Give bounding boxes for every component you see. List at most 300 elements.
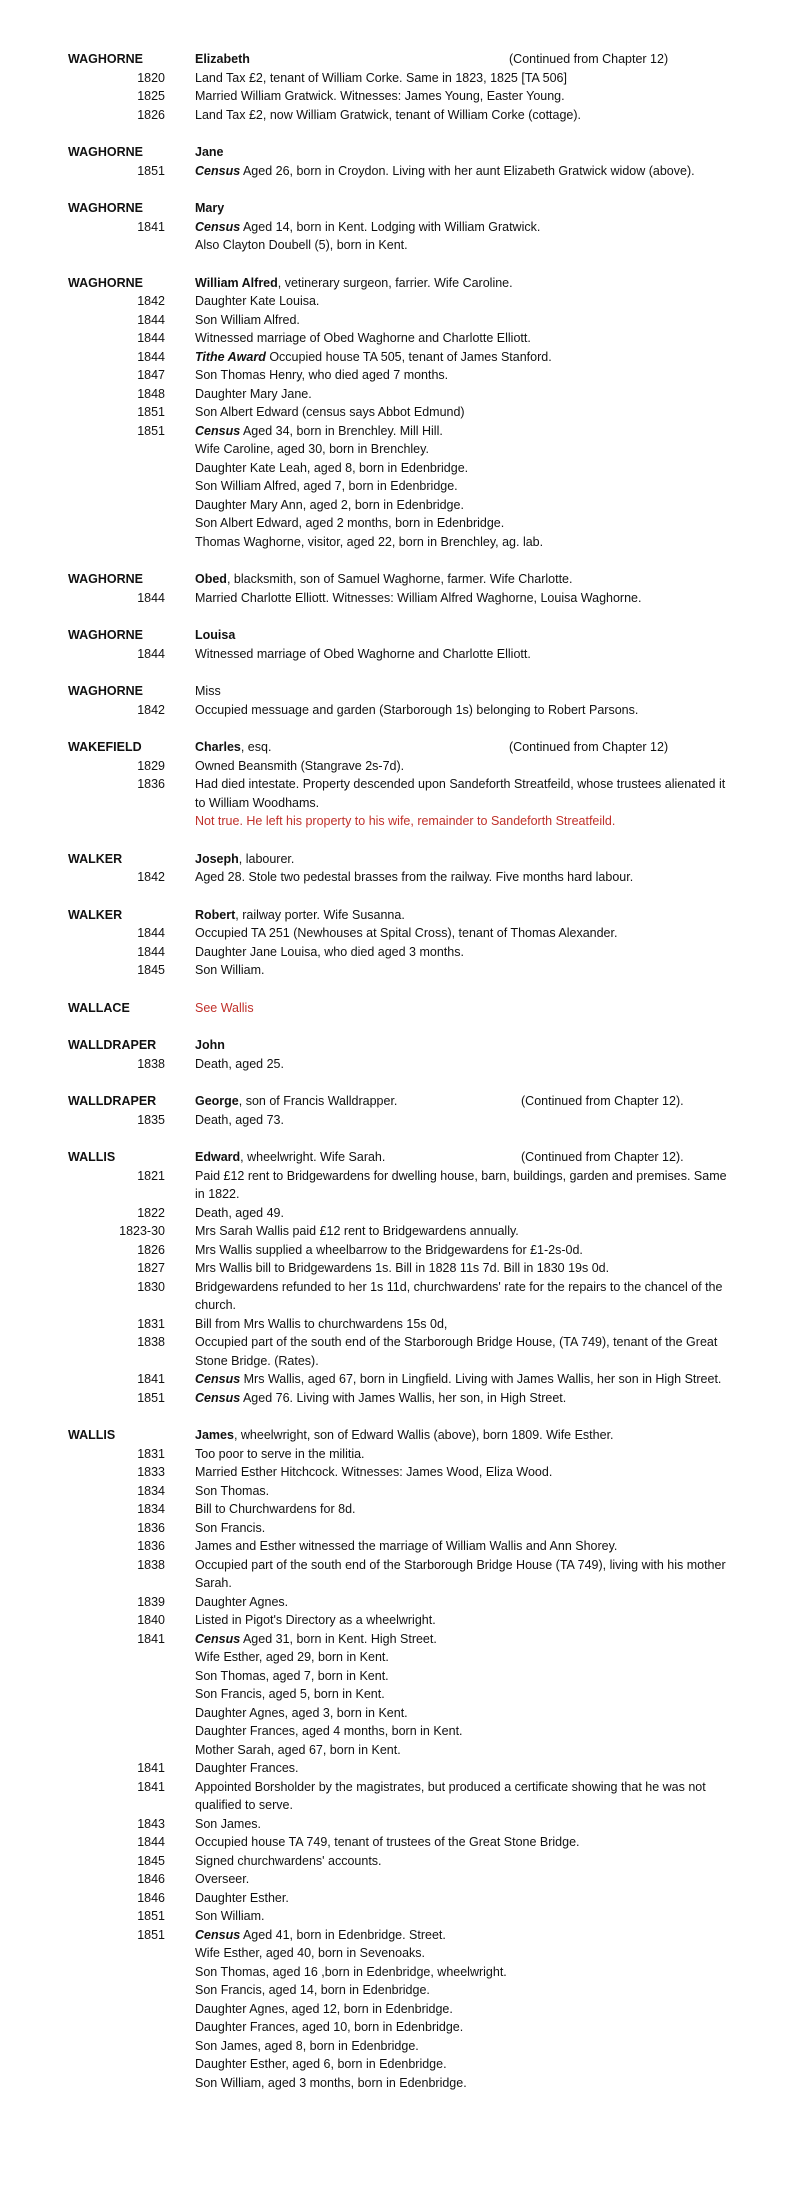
given-name: John: [195, 1038, 225, 1052]
record-text: [195, 1907, 735, 1926]
record-text: [195, 2037, 735, 2056]
person-name: [195, 1148, 385, 1167]
record-text: [195, 1648, 735, 1667]
record-text: [195, 329, 735, 348]
record-year: 1827: [137, 1261, 165, 1275]
record-detail: Occupied house TA 749, tenant of trustees of the Great Stone Bridge.: [195, 1835, 580, 1849]
given-name: Jane: [195, 145, 224, 159]
record-detail: Death, aged 25.: [195, 1056, 284, 1071]
record-year: 1831: [137, 1446, 165, 1461]
record-year: 1831: [137, 1316, 165, 1331]
record-detail: Daughter Mary Ann, aged 2, born in Edenbridge.: [195, 497, 464, 512]
given-name: Joseph: [195, 851, 239, 866]
entry-heading: [0, 626, 800, 645]
record-row: [0, 533, 800, 552]
record-text: [195, 701, 735, 720]
entry-heading: [0, 906, 800, 925]
person-entry: [0, 1092, 800, 1129]
record-row: [0, 1981, 800, 2000]
record-detail: Daughter Agnes, aged 12, born in Edenbridge.: [195, 2001, 453, 2016]
surname: WALKER: [68, 851, 123, 866]
record-year: 1842: [137, 294, 165, 308]
entry-heading: [0, 850, 800, 869]
record-row: [0, 1537, 800, 1556]
record-row: [0, 1704, 800, 1723]
record-detail: Son William.: [195, 963, 265, 977]
record-year: 1820: [137, 70, 165, 85]
record-text: [195, 961, 735, 980]
record-row: [0, 69, 800, 88]
record-detail: Mother Sarah, aged 67, born in Kent.: [195, 1742, 401, 1757]
record-row: [0, 961, 800, 980]
record-year: 1844: [137, 312, 165, 327]
record-row: [0, 1833, 800, 1852]
record-row: [0, 1926, 800, 1945]
record-text: [195, 292, 735, 311]
record-detail: Son William Alfred.: [195, 312, 300, 327]
person-description: , son of Francis Walldrapper.: [238, 1094, 398, 1108]
entry-heading: [0, 1148, 800, 1167]
record-text: [195, 1204, 735, 1223]
record-row: [0, 1759, 800, 1778]
record-detail: Daughter Kate Louisa.: [195, 294, 320, 308]
record-year: 1841: [137, 1372, 165, 1386]
record-row: [0, 1685, 800, 1704]
person-name: [195, 199, 224, 218]
record-text: [195, 1593, 735, 1612]
record-detail: Son Thomas Henry, who died aged 7 months.: [195, 368, 449, 382]
record-year: 1844: [137, 331, 165, 345]
record-detail: Mrs Sarah Wallis paid £12 rent to Bridgewardens annually.: [195, 1224, 519, 1238]
record-year: 1822: [137, 1205, 165, 1220]
record-text: [195, 1500, 735, 1519]
record-row: [0, 1944, 800, 1963]
record-row: [0, 1907, 800, 1926]
record-detail: Paid £12 rent to Bridgewardens for dwelling house, barn, buildings, garden and premises. Same in 1822.: [195, 1168, 727, 1201]
record-detail: Married Esther Hitchcock. Witnesses: James Wood, Eliza Wood.: [195, 1465, 553, 1479]
record-detail: Land Tax £2, tenant of William Corke. Same in 1823, 1825 [TA 506]: [195, 70, 567, 85]
person-name: [195, 143, 224, 162]
record-year: 1836: [137, 777, 165, 791]
person-entry: [0, 1036, 800, 1073]
record-detail: Signed churchwardens' accounts.: [195, 1853, 382, 1868]
record-text: [195, 924, 735, 943]
record-row: [0, 1963, 800, 1982]
record-text: [195, 236, 735, 255]
record-year: 1845: [137, 1853, 165, 1868]
record-text: [195, 1722, 735, 1741]
entry-heading: [0, 50, 800, 69]
record-row: [0, 1519, 800, 1538]
record-year: 1826: [137, 1242, 165, 1257]
entry-heading: [0, 1092, 800, 1111]
record-year: 1841: [137, 1761, 165, 1775]
person-entry: [0, 906, 800, 980]
record-row: [0, 1315, 800, 1334]
record-text: [195, 106, 735, 125]
given-name: Elizabeth: [195, 52, 250, 66]
person-entry: [0, 738, 800, 831]
record-row: [0, 757, 800, 776]
record-year: 1844: [137, 1835, 165, 1849]
record-row: [0, 645, 800, 664]
name-reference: See Wallis: [195, 1000, 254, 1015]
record-text: [195, 218, 735, 237]
given-name: Robert: [195, 907, 236, 922]
record-detail: Son William Alfred, aged 7, born in Edenbridge.: [195, 479, 458, 493]
record-row: [0, 1556, 800, 1593]
entry-heading: [0, 1036, 800, 1055]
record-text: [195, 1519, 735, 1538]
record-row: [0, 329, 800, 348]
entry-heading: [0, 738, 800, 757]
record-row: [0, 1870, 800, 1889]
record-source-tag: Census: [195, 1372, 241, 1386]
record-source-tag: Census: [195, 219, 241, 234]
record-year: 1833: [137, 1465, 165, 1479]
record-detail: Had died intestate. Property descended upon Sandeforth Streatfeild, whose trustees alienated it to William Woodhams.: [195, 777, 726, 810]
record-text: [195, 1333, 735, 1370]
record-year: 1842: [137, 702, 165, 717]
record-text: [195, 2074, 735, 2093]
record-year: 1838: [137, 1335, 165, 1349]
record-text: [195, 757, 735, 776]
record-detail: Listed in Pigot's Directory as a wheelwright.: [195, 1613, 436, 1627]
record-detail: Married William Gratwick. Witnesses: James Young, Easter Young.: [195, 89, 565, 103]
record-text: [195, 311, 735, 330]
record-row: [0, 385, 800, 404]
record-row: [0, 1055, 800, 1074]
record-year: 1844: [137, 590, 165, 605]
entry-heading: [0, 143, 800, 162]
record-row: [0, 1204, 800, 1223]
record-row: [0, 1370, 800, 1389]
record-row: [0, 868, 800, 887]
record-row: [0, 366, 800, 385]
record-text: [195, 1111, 735, 1130]
record-text: [195, 440, 735, 459]
person-description: , vetinerary surgeon, farrier. Wife Caroline.: [277, 275, 513, 290]
record-detail: Overseer.: [195, 1872, 250, 1886]
record-detail: Daughter Esther.: [195, 1890, 289, 1905]
record-detail: Son Thomas, aged 16 ,born in Edenbridge, wheelwright.: [195, 1964, 507, 1979]
record-row: [0, 514, 800, 533]
record-text: [195, 1463, 735, 1482]
record-text: [195, 1556, 735, 1593]
record-text: [195, 1741, 735, 1760]
surname: WALLACE: [68, 1000, 130, 1015]
surname: WAGHORNE: [68, 275, 143, 290]
genealogy-document: [0, 50, 800, 2111]
person-name: [195, 50, 250, 69]
record-detail: Aged 14, born in Kent. Lodging with William Gratwick.: [242, 219, 541, 234]
record-text: [195, 385, 735, 404]
record-text: [195, 496, 735, 515]
given-name: James: [195, 1428, 234, 1442]
record-year: 1851: [137, 1927, 165, 1942]
record-detail: Too poor to serve in the militia.: [195, 1446, 365, 1461]
record-year: 1843: [137, 1816, 165, 1831]
record-text: [195, 1759, 735, 1778]
surname: WAGHORNE: [68, 145, 143, 159]
record-detail: Daughter Mary Jane.: [195, 386, 312, 401]
record-text: [195, 1278, 735, 1315]
record-text: [195, 2018, 735, 2037]
record-text: [195, 1926, 735, 1945]
record-detail: Thomas Waghorne, visitor, aged 22, born in Brenchley, ag. lab.: [195, 534, 544, 549]
person-entry: [0, 274, 800, 552]
given-name: William Alfred: [195, 275, 278, 290]
record-year: 1851: [137, 1909, 165, 1923]
record-detail: Bill from Mrs Wallis to churchwardens 15s 0d,: [195, 1316, 448, 1331]
record-detail: Aged 41, born in Edenbridge. Street.: [242, 1927, 446, 1942]
person-entry: [0, 50, 800, 124]
record-text: [195, 366, 735, 385]
record-detail: Son James, aged 8, born in Edenbridge.: [195, 2038, 419, 2053]
record-row: [0, 924, 800, 943]
continued-note: (Continued from Chapter 12): [509, 740, 669, 754]
record-text: [195, 1370, 735, 1389]
surname: WALLDRAPER: [68, 1038, 157, 1052]
surname: WAGHORNE: [68, 572, 143, 586]
record-detail: Also Clayton Doubell (5), born in Kent.: [195, 238, 408, 252]
entry-heading: [0, 570, 800, 589]
record-detail: Son Francis, aged 5, born in Kent.: [195, 1687, 385, 1701]
person-name: [195, 570, 572, 589]
record-row: [0, 1167, 800, 1204]
record-row: [0, 1259, 800, 1278]
person-name: [195, 682, 221, 701]
record-detail: Daughter Agnes, aged 3, born in Kent.: [195, 1705, 408, 1720]
record-row: [0, 292, 800, 311]
record-text: [195, 348, 735, 367]
record-detail: Aged 34, born in Brenchley. Mill Hill.: [242, 423, 443, 438]
record-detail: Aged 31, born in Kent. High Street.: [242, 1631, 437, 1646]
person-description: , railway porter. Wife Susanna.: [235, 907, 405, 922]
record-text: [195, 1389, 735, 1408]
record-detail: Son Francis.: [195, 1520, 266, 1535]
record-text: [195, 1482, 735, 1501]
record-text: [195, 1981, 735, 2000]
record-year: 1844: [137, 646, 165, 661]
record-detail: Aged 76. Living with James Wallis, her son, in High Street.: [242, 1390, 567, 1405]
record-text: [195, 1815, 735, 1834]
record-row: [0, 496, 800, 515]
entry-heading: [0, 199, 800, 218]
record-detail: Daughter Frances, aged 4 months, born in Kent.: [195, 1724, 463, 1738]
person-name: [195, 1092, 397, 1111]
record-row: [0, 775, 800, 812]
person-name: [195, 1036, 225, 1055]
record-year: 1845: [137, 963, 165, 977]
record-row: [0, 1611, 800, 1630]
record-detail: Mrs Wallis bill to Bridgewardens 1s. Bill in 1828 11s 7d. Bill in 1830 19s 0d.: [195, 1261, 610, 1275]
record-row: [0, 1648, 800, 1667]
record-row: [0, 1722, 800, 1741]
record-row: [0, 1630, 800, 1649]
record-detail: Son William.: [195, 1909, 265, 1923]
record-source-tag: Census: [195, 163, 241, 178]
record-detail: Wife Esther, aged 29, born in Kent.: [195, 1650, 389, 1664]
record-year: 1846: [137, 1872, 165, 1886]
record-detail: Death, aged 73.: [195, 1112, 284, 1127]
record-detail: Son William, aged 3 months, born in Edenbridge.: [195, 2075, 467, 2090]
record-detail: Aged 26, born in Croydon. Living with her aunt Elizabeth Gratwick widow (above).: [242, 163, 695, 178]
given-name: Mary: [195, 201, 225, 215]
record-text: [195, 1537, 735, 1556]
person-entry: [0, 1148, 800, 1407]
record-year: 1841: [137, 219, 165, 234]
person-description: , wheelwright. Wife Sarah.: [240, 1150, 386, 1164]
record-row: [0, 2037, 800, 2056]
record-detail: Wife Caroline, aged 30, born in Brenchley.: [195, 442, 429, 456]
record-text: [195, 69, 735, 88]
record-text: [195, 1259, 735, 1278]
given-name: Edward: [195, 1150, 241, 1164]
record-detail: James and Esther witnessed the marriage of William Wallis and Ann Shorey.: [195, 1539, 618, 1553]
record-row: [0, 1815, 800, 1834]
record-year: 1836: [137, 1539, 165, 1553]
record-text: [195, 645, 735, 664]
given-name: Louisa: [195, 628, 236, 642]
record-source-tag: Census: [195, 1631, 241, 1646]
record-row: [0, 422, 800, 441]
record-year: 1842: [137, 870, 165, 884]
person-entry: [0, 682, 800, 719]
record-text: [195, 2055, 735, 2074]
record-row: [0, 2000, 800, 2019]
record-text: [195, 533, 735, 552]
record-detail: Daughter Frances.: [195, 1761, 299, 1775]
record-text: [195, 1870, 735, 1889]
record-year: 1851: [137, 423, 165, 438]
record-year: 1830: [137, 1279, 165, 1294]
record-text: [195, 589, 735, 608]
record-detail: Wife Esther, aged 40, born in Sevenoaks.: [195, 1946, 425, 1960]
record-detail: Married Charlotte Elliott. Witnesses: William Alfred Waghorne, Louisa Waghorne.: [195, 590, 642, 605]
record-row: [0, 701, 800, 720]
record-detail: Witnessed marriage of Obed Waghorne and Charlotte Elliott.: [195, 331, 531, 345]
record-text: [195, 1167, 735, 1204]
person-description: , blacksmith, son of Samuel Waghorne, farmer. Wife Charlotte.: [226, 572, 573, 586]
record-text: [195, 2000, 735, 2019]
record-text: [195, 477, 735, 496]
record-row: [0, 477, 800, 496]
person-name: [195, 626, 235, 645]
record-year: 1848: [137, 386, 165, 401]
record-detail: Daughter Frances, aged 10, born in Edenbridge.: [195, 2020, 464, 2034]
record-year: 1851: [137, 405, 165, 419]
record-text: [195, 1944, 735, 1963]
person-name: [195, 274, 513, 293]
surname: WAGHORNE: [68, 628, 143, 642]
record-year: 1838: [137, 1056, 165, 1071]
record-detail: Aged 28. Stole two pedestal brasses from the railway. Five months hard labour.: [195, 870, 634, 884]
entry-heading: [0, 1426, 800, 1445]
record-detail: Land Tax £2, now William Gratwick, tenant of William Corke (cottage).: [195, 107, 582, 122]
record-text: [195, 87, 735, 106]
person-name: [195, 906, 405, 925]
record-year: 1835: [137, 1112, 165, 1127]
record-row: [0, 1222, 800, 1241]
record-year: 1844: [137, 349, 165, 364]
person-entry: [0, 570, 800, 607]
record-text: [195, 1778, 735, 1815]
record-text: [195, 868, 735, 887]
record-row: [0, 1500, 800, 1519]
person-entry: [0, 999, 800, 1018]
record-detail: Bill to Churchwardens for 8d.: [195, 1502, 356, 1516]
record-detail: Son Albert Edward (census says Abbot Edmund): [195, 405, 465, 419]
record-year: 1841: [137, 1779, 165, 1794]
record-row: [0, 218, 800, 237]
record-text: [195, 459, 735, 478]
record-row: [0, 2074, 800, 2093]
record-year: 1836: [137, 1520, 165, 1535]
record-detail: Daughter Esther, aged 6, born in Edenbridge.: [195, 2057, 447, 2071]
entry-heading: [0, 274, 800, 293]
record-row: [0, 1482, 800, 1501]
surname: WAGHORNE: [68, 52, 143, 66]
surname: WALLIS: [68, 1150, 116, 1164]
record-text: [195, 1241, 735, 1260]
record-text: [195, 812, 735, 831]
record-row: [0, 2055, 800, 2074]
record-text: [195, 403, 735, 422]
record-source-tag: Census: [195, 1927, 241, 1942]
record-row: [0, 1389, 800, 1408]
record-year: 1844: [137, 926, 165, 940]
record-detail: Son Albert Edward, aged 2 months, born in Edenbridge.: [195, 516, 505, 530]
record-source-tag: Census: [195, 1390, 241, 1405]
record-year: 1847: [137, 368, 165, 382]
record-detail: Son Thomas, aged 7, born in Kent.: [195, 1668, 389, 1683]
continued-note: (Continued from Chapter 12): [509, 52, 669, 66]
record-year: 1834: [137, 1502, 165, 1516]
given-name: George: [195, 1094, 239, 1108]
record-detail: Son Thomas.: [195, 1483, 270, 1498]
given-name: Charles: [195, 740, 241, 754]
person-description: , wheelwright, son of Edward Wallis (above), born 1809. Wife Esther.: [233, 1428, 614, 1442]
record-text: [195, 1852, 735, 1871]
person-entry: [0, 199, 800, 255]
record-detail: Death, aged 49.: [195, 1205, 284, 1220]
record-year: 1846: [137, 1890, 165, 1905]
record-detail: Occupied part of the south end of the Starborough Bridge House (TA 749), living with his mother Sarah.: [195, 1557, 726, 1590]
record-row: [0, 1111, 800, 1130]
record-year: 1821: [137, 1168, 165, 1183]
record-year: 1834: [137, 1483, 165, 1498]
record-row: [0, 403, 800, 422]
entry-heading: [0, 682, 800, 701]
record-year: 1826: [137, 107, 165, 122]
record-text: [195, 422, 735, 441]
record-detail: Occupied messuage and garden (Starborough 1s) belonging to Robert Parsons.: [195, 702, 639, 717]
record-year: 1851: [137, 163, 165, 178]
person-name: [195, 999, 254, 1018]
record-year: 1838: [137, 1557, 165, 1572]
record-detail: Bridgewardens refunded to her 1s 11d, churchwardens' rate for the repairs to the chancel of the church.: [195, 1279, 723, 1312]
record-year: 1839: [137, 1594, 165, 1609]
record-row: [0, 943, 800, 962]
person-name: [195, 850, 294, 869]
person-description: , labourer.: [238, 851, 295, 866]
record-source-tag: Tithe Award: [195, 349, 266, 364]
record-row: [0, 311, 800, 330]
record-row: [0, 812, 800, 831]
record-text: [195, 1445, 735, 1464]
record-row: [0, 87, 800, 106]
